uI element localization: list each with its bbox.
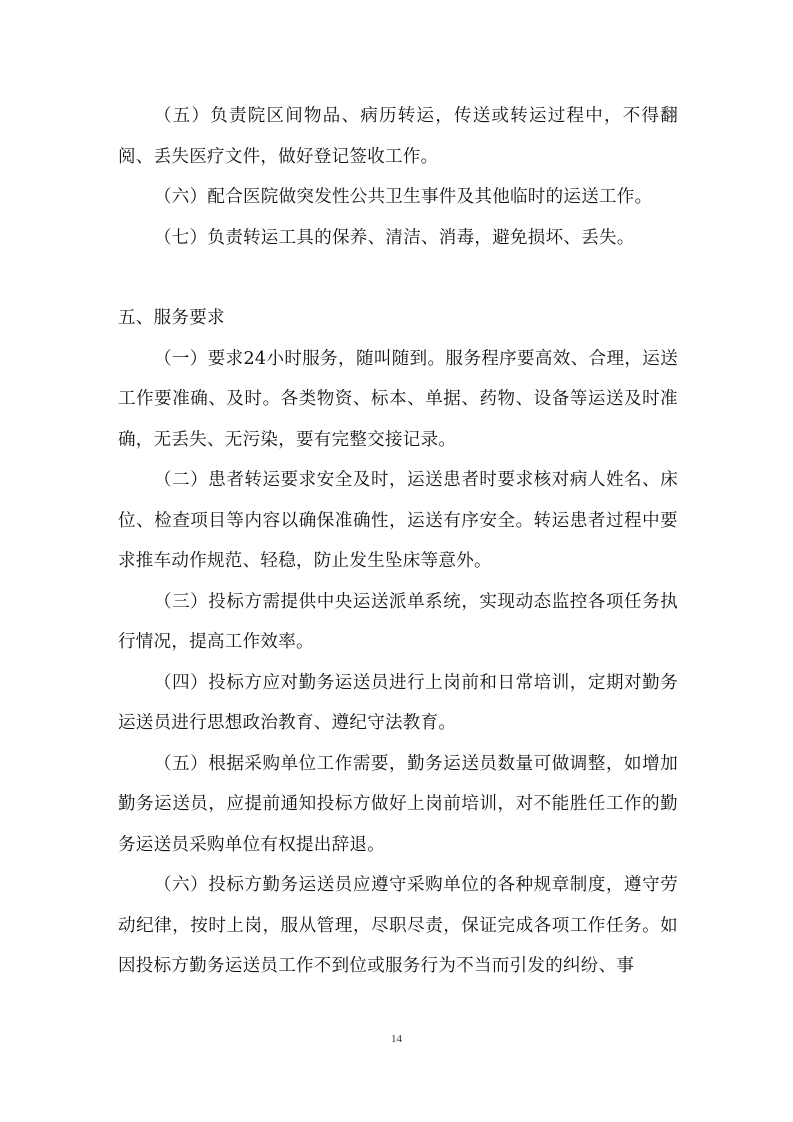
requirement-5: （五）根据采购单位工作需要，勤务运送员数量可做调整，如增加勤务运送员，应提前通知投标方做好上岗前培训，对不能胜任工作的勤务运送员采购单位有权提出辞退。 xyxy=(118,753,678,855)
requirement-1: （一）要求24小时服务，随叫随到。服务程序要高效、合理，运送工作要准确、及时。各类物资、标本、单据、药物、设备等运送及时准确，无丢失、无污染，要有完整交接记录。 xyxy=(118,348,678,450)
requirement-2: （二）患者转运要求安全及时，运送患者时要求核对病人姓名、床位、检查项目等内容以确保准确性，运送有序安全。转运患者过程中要求推车动作规范、轻稳，防止发生坠床等意外。 xyxy=(118,470,678,571)
paragraph-item-6-emergency: （六）配合医院做突发性公共卫生事件及其他临时的运送工作。 xyxy=(154,187,653,207)
paragraph-item-5-transfer: （五）负责院区间物品、病历转运，传送或转运过程中，不得翻阅、丢失医疗文件，做好登记签收工作。 xyxy=(118,106,678,167)
requirement-4: （四）投标方应对勤务运送员进行上岗前和日常培训，定期对勤务运送员进行思想政治教育、遵纪守法教育。 xyxy=(118,672,678,733)
section-gap xyxy=(118,258,678,298)
requirement-6: （六）投标方勤务运送员应遵守采购单位的各种规章制度，遵守劳动纪律，按时上岗，服从管理，尽职尽责，保证完成各项工作任务。如因投标方勤务运送员工作不到位或服务行为不当而引发的纠纷、事 xyxy=(118,875,678,976)
section-heading: 五、服务要求 xyxy=(118,308,225,328)
page-number: 14 xyxy=(391,1033,402,1045)
paragraph-item-7-maintenance: （七）负责转运工具的保养、清洁、消毒，避免损坏、丢失。 xyxy=(154,227,635,248)
requirement-3: （三）投标方需提供中央运送派单系统，实现动态监控各项任务执行情况，提高工作效率。 xyxy=(118,591,678,652)
document-body xyxy=(118,96,678,987)
